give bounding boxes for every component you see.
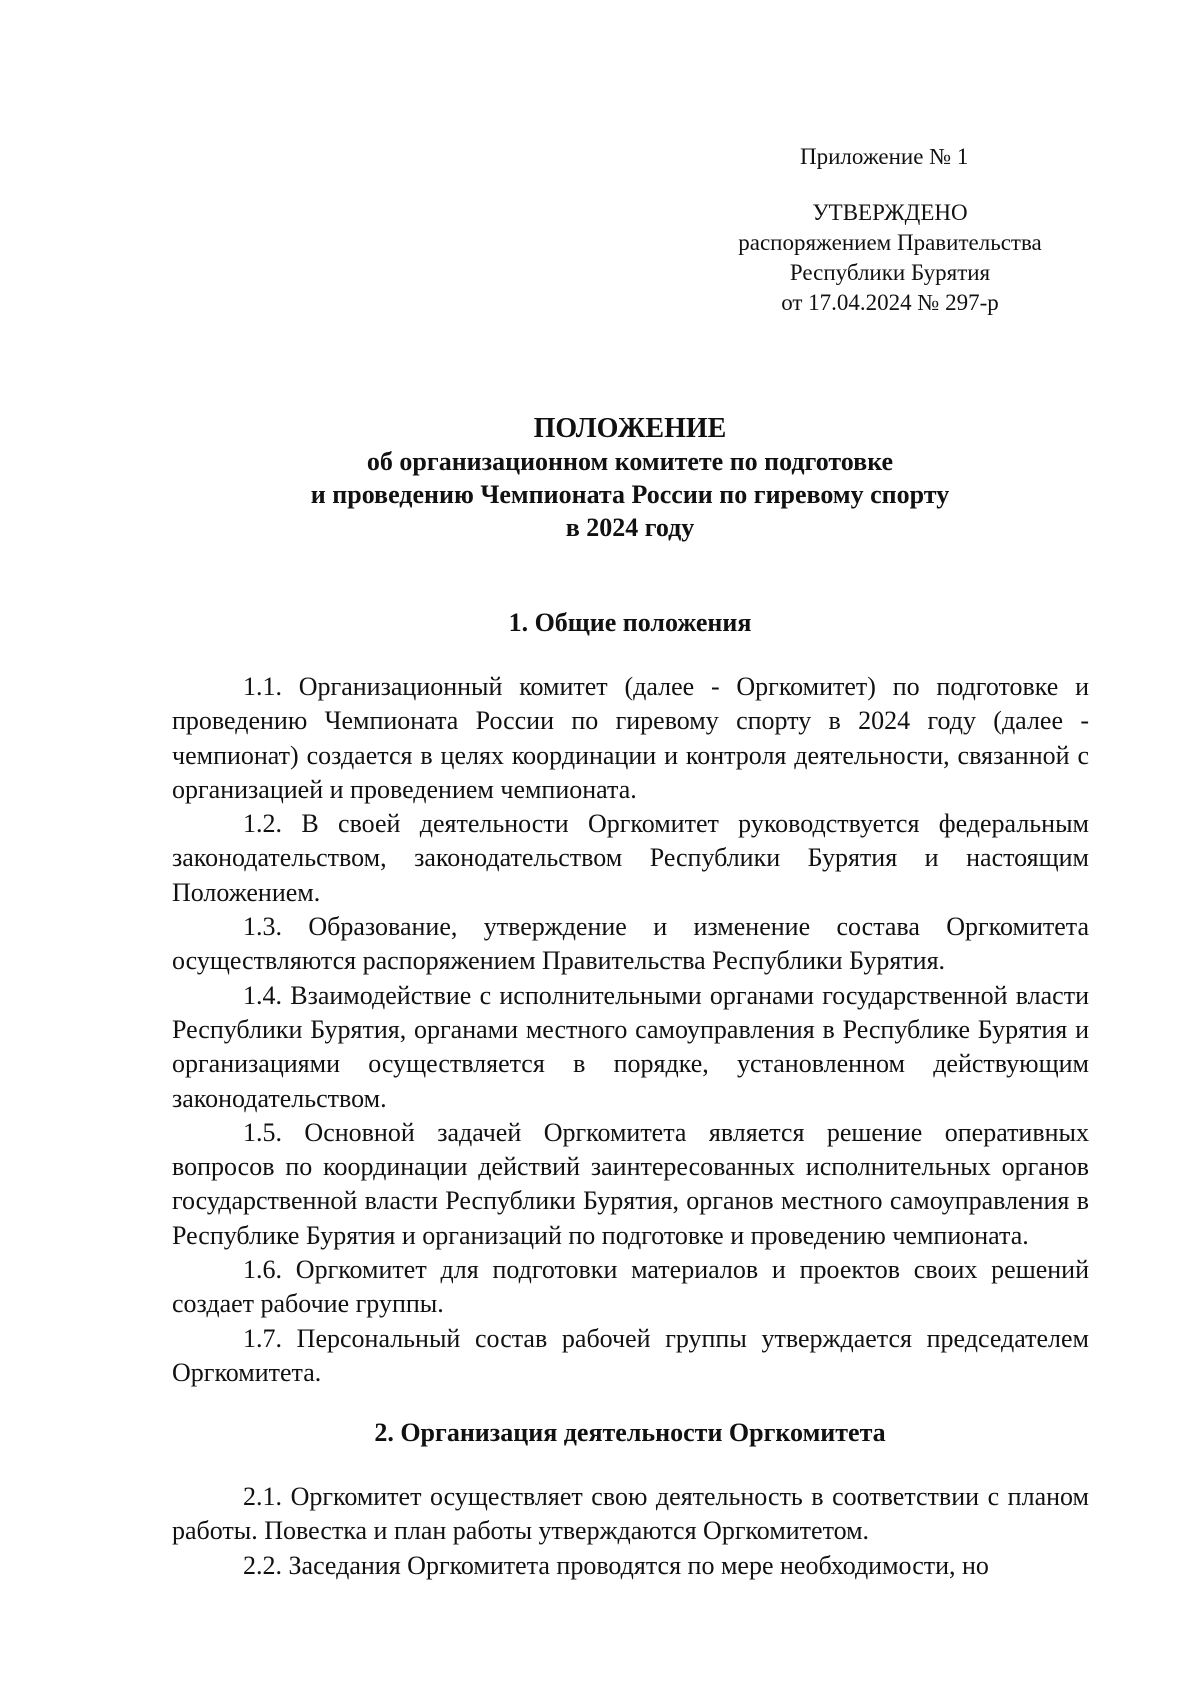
- section-body: [172, 670, 1089, 1390]
- title-main: ПОЛОЖЕНИЕ: [533, 413, 727, 444]
- approval-line: от 17.04.2024 № 297-р: [781, 290, 999, 315]
- paragraph: 1.3. Образование, утверждение и изменение состава Оргкомитета осуществляются распоряжением Правительства Республики Бурятия.: [172, 912, 1089, 976]
- paragraph: 1.5. Основной задачей Оргкомитета является решение оперативных вопросов по координации действий заинтересованных исполнительных органов государственной власти Республики Бурятия, органов местного самоуправления в Республике Бурятия и организаций по подготовке и проведению чемпионата.: [172, 1117, 1089, 1250]
- paragraph: 1.7. Персональный состав рабочей группы утверждается председателем Оргкомитета.: [172, 1323, 1089, 1387]
- section-heading: 2. Организация деятельности Оргкомитета: [374, 1418, 886, 1447]
- section-heading: 1. Общие положения: [508, 608, 752, 637]
- paragraph: 1.4. Взаимодействие с исполнительными органами государственной власти Республики Бурятия, органами местного самоуправления в Республике Бурятия и организациями осуществляется в порядке, установленном действующим законодательством.: [172, 980, 1089, 1113]
- approval-stamp: [700, 198, 1080, 318]
- title-subline: и проведению Чемпионата России по гиревому спорту: [310, 480, 950, 509]
- paragraph: 2.1. Оргкомитет осуществляет свою деятельность в соответствии с планом работы. Повестка и план работы утверждаются Оргкомитетом.: [172, 1482, 1089, 1546]
- appendix-label: Приложение № 1: [800, 144, 969, 169]
- approval-line: УТВЕРЖДЕНО: [812, 200, 968, 225]
- paragraph: 1.2. В своей деятельности Оргкомитет руководствуется федеральным законодательством, законодательством Республики Бурятия и настоящим Положением.: [172, 809, 1089, 907]
- paragraph: 2.2. Заседания Оргкомитета проводятся по мере необходимости, но: [243, 1550, 989, 1580]
- document-title: [180, 412, 1080, 544]
- section-body: [172, 1480, 1089, 1583]
- approval-line: распоряжением Правительства: [738, 230, 1042, 255]
- paragraph: 1.1. Организационный комитет (далее - Оргкомитет) по подготовке и проведению Чемпионата России по гиревому спорту в 2024 году (далее - чемпионат) создается в целях координации и контроля деятельности, связанной с организацией и проведением чемпионата.: [172, 672, 1089, 804]
- title-subline: об организационном комитете по подготовке: [366, 447, 894, 476]
- paragraph: 1.6. Оргкомитет для подготовки материалов и проектов своих решений создает рабочие группы.: [172, 1255, 1089, 1319]
- approval-line: Республики Бурятия: [789, 260, 991, 285]
- title-subline: в 2024 году: [565, 513, 695, 542]
